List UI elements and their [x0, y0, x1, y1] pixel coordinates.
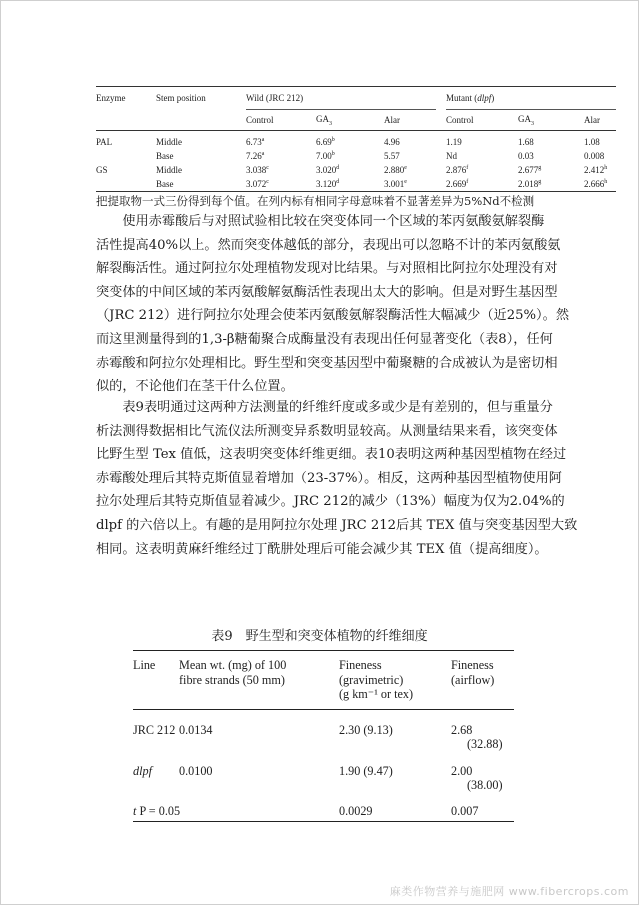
- enzyme-activity-table: [96, 86, 616, 192]
- body-paragraph-1: 使用赤霉酸后与对照试验相比较在突变体同一个区域的苯丙氨酸氨解裂酶 活性提高40%以上。然而突变体越低的部分，表现出可以忽略不计的苯丙氨酸氨 解裂酶活性。通过阿拉尔处理植物发现对比结果。与对照相比阿拉尔处理没有对 突变体的中间区域的苯丙氨酸解氨酶活性表现出太大的影响。但是对野生基因型 （JRC 212）进行阿拉尔处理会使苯丙氨酸氨解裂酶活性大幅减少（近25%）。然 而这里测量得到的1,3-β糖葡聚合成酶量没有表现出任何显著变化（表8），任何 赤霉酸和阿拉尔处理相比。野生型和突变基因型中葡聚糖的合成被认为是密切相 似的，不论他们在茎干什么位置。: [96, 214, 570, 395]
- wild-group-header: Wild (JRC 212): [246, 87, 436, 110]
- fineness-airflow-header: Fineness (airflow): [451, 651, 514, 710]
- col-enzyme-header: Enzyme: [96, 87, 156, 110]
- mean-weight-header: Mean wt. (mg) of 100 fibre strands (50 mm): [179, 651, 339, 710]
- table-footnote: 把提取物一式三份得到每个值。在列内标有相同字母意味着不显著差异为5%Nd不检测: [96, 194, 535, 208]
- table-row: JRC 212 0.0134 2.30 (9.13) 2.68 (32.88): [133, 722, 503, 751]
- enzyme-table-subheader-row: [96, 110, 616, 131]
- line-header: Line: [133, 651, 179, 710]
- table-row: t P = 0.05 0.0029 0.007: [133, 793, 514, 822]
- wild-ga3-header: $GA_3$: [316, 110, 384, 131]
- table9-caption: 表9 野生型和突变体植物的纤维细度: [211, 629, 428, 644]
- table-row: dlpf 0.0100 1.90 (9.47) 2.00 (38.00): [133, 763, 503, 792]
- mutant-ga3-header: $GA_3$: [518, 110, 584, 131]
- table-row: GS Middle 3.038$^c$ 3.020$^d$ 2.880e 2.876$^f$ 2.677$^g$ 2.412$^h$: [96, 165, 608, 175]
- table-row: Base 7.26$^a$ 7.00$^b$ 5.57 Nd 0.03 0.008: [156, 151, 605, 161]
- mutant-alar-header: Alar: [584, 110, 616, 131]
- col-stem-header: Stem position: [156, 87, 246, 110]
- significance-label: t P = 0.05: [133, 793, 339, 822]
- table-row: Base 3.072$^c$ 3.120$^d$ 3.001e 2.669$^f$ 2.018$^g$ 2.666$^h$: [96, 177, 616, 192]
- body-paragraph-2: 表9表明通过这两种方法测量的纤维纤度或多或少是有差别的，但与重量分 析法测得数据相比气流仪法所测变异系数明显较高。从测量结果来看，该突变体 比野生型 Tex 值低，这表明突变体纤维更细。表10表明这两种基因型植物在经过 赤霉酸处理后其特克斯值显着增加（23-37%）。相反，这两种基因型植物使用阿 拉尔处理后其特克斯值显着减少。JRC 212的减少（13%）幅度为仅为2.04%的 dlpf 的六倍以上。有趣的是用阿拉尔处理 JRC 212后其 TEX 值与突变基因型大致 相同。这表明黄麻纤维经过丁酰肼处理后可能会减少其 TEX 值（提高细度）。: [96, 400, 578, 557]
- wild-control-header: Control: [246, 110, 316, 131]
- fineness-table: [133, 650, 514, 822]
- wild-alar-header: Alar: [384, 110, 436, 131]
- mutant-control-header: Control: [446, 110, 518, 131]
- watermark: 麻类作物营养与施肥网 www.fibercrops.com: [389, 885, 629, 898]
- fineness-gravimetric-header: Fineness (gravimetric) (g km⁻¹ or tex): [339, 651, 451, 710]
- enzyme-table-header-row: [96, 87, 616, 110]
- mutant-group-header: Mutant (dlpf): [446, 87, 616, 110]
- fineness-table-header-row: [133, 651, 514, 710]
- table-row: PAL Middle 6.73$^a$ 6.69$^b$ 4.96 1.19 1.68 1.08: [96, 137, 600, 147]
